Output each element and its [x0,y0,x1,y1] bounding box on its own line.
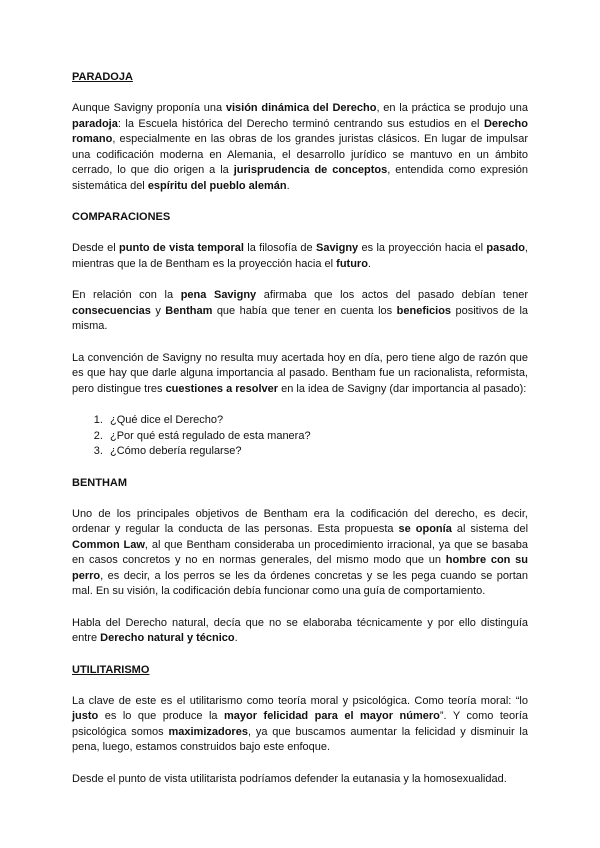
bold-run: se oponía [398,523,452,535]
paragraph-bentham-1 [72,507,528,600]
text-run: es la proyección hacia el [358,242,487,254]
paragraph-utilitarismo-2: Desde el punto de vista utilitarista podríamos defender la eutanasia y la homosexualidad. [72,772,507,785]
text-run: ”. Y como teoría psicológica somos [72,710,528,738]
text-run: La convención de Savigny no resulta muy acertada hoy en día, pero tiene algo de razón que es que hay que darle alguna importancia al pasado. Bentham fue un racionalista, reformista, pero distingue tres [72,351,528,395]
bold-run: mayor felicidad para el mayor número [224,710,440,722]
text-run: la filosofía de [243,242,316,254]
bold-run: pasado [486,242,525,254]
paragraph-utilitarismo-1 [72,694,528,756]
bold-run: consecuencias [72,304,151,317]
bold-run: beneficios [396,304,452,317]
text-run: , en la práctica se produjo una [376,102,529,114]
text-run: En relación con la [72,289,181,301]
text-run: afirmaba que los actos del pasado debían tener [256,289,529,301]
paragraph-comparaciones-3 [72,351,528,398]
text-run: , ya que buscamos aumentar la felicidad y disminuir la pena, luego, estamos construidos bajo este enfoque. [72,725,528,753]
list-item: 3. ¿Cómo debería regularse? [106,444,528,460]
text-run: es lo que produce la [98,710,225,722]
bold-run: hombre con su perro [72,554,529,582]
bold-run: futuro [336,257,368,270]
paragraph-paradoja [72,101,528,194]
heading-utilitarismo: UTILITARISMO [72,663,150,676]
text-run: al sistema del [451,523,529,535]
bold-run: Derecho romano [72,117,528,145]
text-run: : la Escuela histórica del Derecho terminó centrando sus estudios en el [117,117,484,130]
bold-run: punto de vista temporal [119,242,244,254]
bold-run: maximizadores [168,725,248,738]
text-run: en la idea de Savigny (dar importancia al pasado): [278,382,527,395]
text-run: . [234,632,238,644]
bold-run: cuestiones a resolver [165,382,279,395]
bold-run: Savigny [315,242,359,254]
bold-run: pena Savigny [180,289,257,301]
list-item: 1. ¿Qué dice el Derecho? [106,413,528,429]
questions-list [72,413,528,460]
text-run: , al que Bentham consideraba un procedimiento irracional, ya que se basaba en casos concretos y no en normas generales, del mismo modo que un [72,538,528,566]
text-run: y [150,304,166,317]
bold-run: Bentham [165,304,213,317]
bold-run: Derecho natural y técnico [100,632,235,644]
bold-run: paradoja [72,117,118,130]
text-run: Uno de los principales objetivos de Bentham era la codificación del derecho, es decir, ordenar y regular la conducta de las personas. Esta propuesta [72,507,528,535]
bold-run: visión dinámica del Derecho [225,102,377,114]
bold-run: justo [72,710,99,722]
paragraph-bentham-2 [72,616,528,647]
text-run: , es decir, a los perros se les da órdenes concretas y se les pega cuando se portan mal. En su visión, la codificación debía funcionar como una guía de comportamiento. [72,569,528,597]
text-run: Desde el [72,242,120,254]
text-run: . [286,179,290,192]
bold-run: Common Law [72,538,145,551]
text-run: La clave de este es el utilitarismo como teoría moral y psicológica. Como teoría moral: “lo [72,694,528,707]
paragraph-comparaciones-2 [72,288,528,335]
text-run: , entendida como expresión sistemática del [72,164,528,192]
paragraph-comparaciones-1 [72,241,528,272]
text-run: Aunque Savigny proponía una [72,102,226,114]
text-run: . [367,257,371,270]
text-run: Habla del Derecho natural, decía que no se elaboraba técnicamente y por ello distinguía entre [72,616,528,644]
heading-bentham: BENTHAM [72,476,127,489]
text-run: positivos de la misma. [72,304,529,332]
text-run: , especialmente en las obras de los grandes juristas clásicos. En lugar de impulsar una codificación moderna en Alemania, el desarrollo jurídico se mantuvo en un ámbito cerrado, lo que dio origen a la [72,133,528,176]
text-run: que había que tener en cuenta los [212,304,397,317]
text-run: , mientras que la de Bentham es la proyección hacia el [72,242,528,270]
heading-paradoja: PARADOJA [72,71,133,83]
list-item: 2. ¿Por qué está regulado de esta manera? [106,429,528,445]
heading-comparaciones: COMPARACIONES [72,211,171,223]
bold-run: espíritu del pueblo alemán [147,179,287,192]
bold-run: jurisprudencia de conceptos [233,164,388,176]
